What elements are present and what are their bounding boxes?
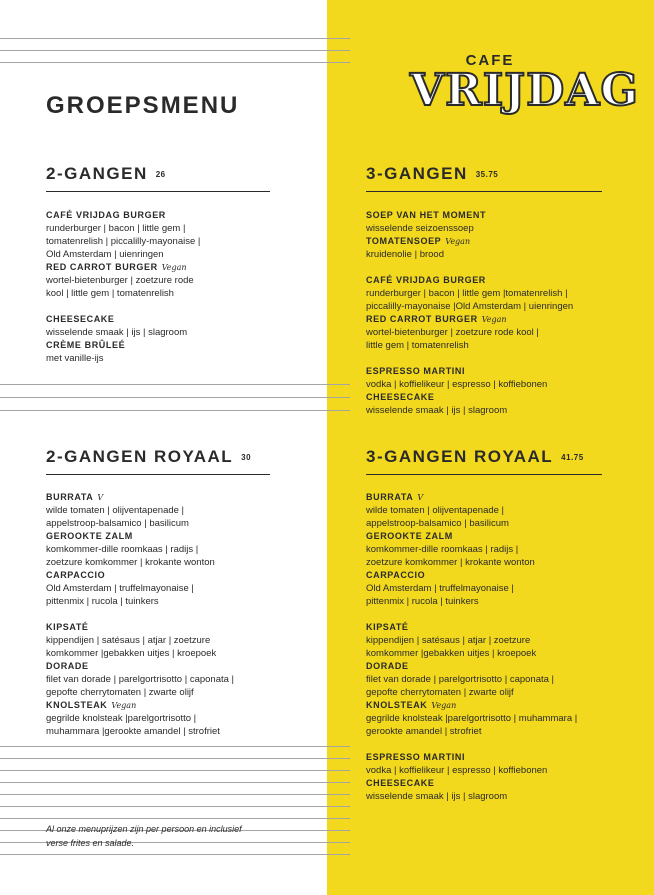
menu-item [366,621,577,660]
menu-item-description: gegrilde knolsteak |parelgortrisotto | muhammara | [366,713,578,724]
menu-item-description: Old Amsterdam | truffelmayonaise | [46,583,194,594]
decorative-line [0,782,350,783]
menu-item-name-row [366,621,577,634]
menu-item [46,339,200,365]
menu-item [46,209,200,261]
menu-item-name: CAFÉ VRIJDAG BURGER [366,275,486,285]
menu-item-description: gepofte cherrytomaten | zwarte olijf [46,687,194,698]
section-3-gangen-royaal [366,447,584,468]
decorative-line [0,62,350,63]
menu-item-name: KNOLSTEAK [366,700,428,710]
menu-item-name: GEROOKTE ZALM [366,531,453,541]
menu-item-description: zoetzure komkommer | krokante wonton [46,557,215,568]
menu-item-description: appelstroop-balsamico | basilicum [46,518,189,529]
menu-item [46,491,234,530]
item-spacer [366,261,573,274]
menu-item-name: RED CARROT BURGER [46,262,158,272]
menu-item-description: komkommer |gebakken uitjes | kroepoek [46,648,217,659]
menu-item [366,313,573,352]
menu-item [366,530,577,569]
menu-item-name: KIPSATÉ [366,622,409,632]
menu-item [46,569,234,608]
decorative-line [0,397,350,398]
menu-item [46,621,234,660]
menu-item-description: wisselende seizoenssoep [366,223,474,234]
menu-item-name-row [366,365,573,378]
menu-item-name-row [46,313,200,326]
menu-item-description: wisselende smaak | ijs | slagroom [366,791,508,802]
item-spacer [366,352,573,365]
menu-item-description: Old Amsterdam | uienringen [46,249,164,260]
menu-item-name-row [366,660,577,673]
cafe-vrijdag-logo [410,52,639,116]
menu-item-description: gepofte cherrytomaten | zwarte olijf [366,687,514,698]
section-heading [366,164,498,185]
menu-item-name-row [46,530,234,543]
section-title: 2-GANGEN [46,164,148,183]
menu-item-name-row [366,777,577,790]
menu-item-description: pittenmix | rucola | tuinkers [46,596,159,607]
menu-item [366,235,573,261]
menu-item-name-row [366,235,573,248]
section-rule [46,191,270,192]
menu-item-description: met vanille-ijs [46,353,104,364]
menu-item-description: wilde tomaten | olijventapenade | [46,505,185,516]
menu-item [366,699,577,738]
menu-item-description: kruidenolie | brood [366,249,444,260]
menu-item [366,209,573,235]
section-title: 3-GANGEN ROYAAL [366,447,554,466]
menu-item-name-row [366,209,573,222]
menu-item-name: CAFÉ VRIJDAG BURGER [46,210,166,220]
section-rule [46,474,270,475]
decorative-line [0,410,350,411]
menu-item-description: wortel-bietenburger | zoetzure rode kool | [366,327,539,338]
menu-item-name: CARPACCIO [46,570,106,580]
menu-item-name: ESPRESSO MARTINI [366,752,466,762]
diet-tag: Vegan [111,701,137,710]
menu-item-description: wisselende smaak | ijs | slagroom [46,327,188,338]
section-title: 2-GANGEN ROYAAL [46,447,234,466]
item-spacer [46,608,234,621]
menu-item [46,313,200,339]
menu-item-description: komkommer-dille roomkaas | radijs | [46,544,199,555]
menu-item-description: vodka | koffielikeur | espresso | koffiebonen [366,379,548,390]
menu-item-description: little gem | tomatenrelish [366,340,469,351]
menu-item-name-row [46,261,200,274]
menu-item-description: appelstroop-balsamico | basilicum [366,518,509,529]
menu-item-description: wilde tomaten | olijventapenade | [366,505,505,516]
menu-item-description: kippendijen | satésaus | atjar | zoetzure [366,635,531,646]
menu-item-name: KIPSATÉ [46,622,89,632]
footnote [46,822,242,850]
decorative-line [0,758,350,759]
menu-item-description: filet van dorade | parelgortrisotto | caponata | [366,674,555,685]
diet-tag: Vegan [431,701,457,710]
menu-item [366,274,573,313]
menu-item-name-row [366,699,577,712]
menu-item-name: CRÈME BRÛLEÉ [46,340,126,350]
menu-item-description: wisselende smaak | ijs | slagroom [366,405,508,416]
menu-item-name-row [366,569,577,582]
menu-item-description: filet van dorade | parelgortrisotto | caponata | [46,674,235,685]
decorative-line [0,794,350,795]
decorative-line [0,38,350,39]
menu-item-description: kippendijen | satésaus | atjar | zoetzure [46,635,211,646]
menu-item [366,365,573,391]
page-title: GROEPSMENU [46,92,240,119]
menu-item [366,751,577,777]
logo-name-text: VRIJDAG [410,65,639,116]
section-rule [366,474,602,475]
menu-item-description: kool | little gem | tomatenrelish [46,288,174,299]
menu-item-name-row [46,569,234,582]
diet-tag: Vegan [161,263,187,272]
menu-item-description: komkommer-dille roomkaas | radijs | [366,544,519,555]
menu-item-description: tomatenrelish | piccalilly-mayonaise | [46,236,201,247]
logo-cafe-text: CAFE [465,52,515,69]
decorative-line [0,854,350,855]
menu-item [46,261,200,300]
menu-item-description: Old Amsterdam | truffelmayonaise | [366,583,514,594]
menu-item-description: runderburger | bacon | little gem |tomatenrelish | [366,288,568,299]
decorative-line [0,818,350,819]
menu-item-name-row [46,660,234,673]
menu-items-2-gangen [46,209,200,365]
item-spacer [366,608,577,621]
section-heading [46,164,166,185]
item-spacer [366,738,577,751]
menu-item [46,699,234,738]
menu-item-description: vodka | koffielikeur | espresso | koffiebonen [366,765,548,776]
menu-item-description: zoetzure komkommer | krokante wonton [366,557,535,568]
menu-item-name-row [366,751,577,764]
menu-item-name-row [46,209,200,222]
menu-item-description: runderburger | bacon | little gem | [46,223,186,234]
menu-item-name: CHEESECAKE [366,392,435,402]
menu-item-description: wortel-bietenburger | zoetzure rode [46,275,194,286]
footnote-line: Al onze menuprijzen zijn per persoon en inclusief [46,824,242,834]
decorative-line [0,384,350,385]
section-title: 3-GANGEN [366,164,468,183]
menu-item-name: CHEESECAKE [46,314,115,324]
menu-item-name-row [46,491,234,504]
menu-item-name: KNOLSTEAK [46,700,108,710]
menu-item-name: DORADE [46,661,89,671]
section-3-gangen [366,164,498,185]
section-price: 35.75 [475,169,499,179]
menu-items-2-gangen-royaal [46,491,234,738]
decorative-line [0,746,350,747]
menu-items-3-gangen [366,209,573,417]
footnote-line: verse frites en salade. [46,838,135,848]
menu-item-name-row [46,621,234,634]
diet-tag: V [417,493,424,502]
menu-item [366,660,577,699]
section-heading [46,447,251,468]
menu-item-name-row [366,274,573,287]
decorative-line [0,806,350,807]
menu-item-name: DORADE [366,661,409,671]
menu-item-name: GEROOKTE ZALM [46,531,133,541]
section-price: 41.75 [561,452,584,462]
menu-item-name-row [366,391,573,404]
menu-item [366,491,577,530]
menu-item [366,777,577,803]
menu-item-name: BURRATA [46,492,94,502]
item-spacer [46,300,200,313]
diet-tag: V [97,493,104,502]
menu-item-name: CHEESECAKE [366,778,435,788]
menu-items-3-gangen-royaal [366,491,577,803]
section-heading [366,447,584,468]
menu-item-description: gegrilde knolsteak |parelgortrisotto | [46,713,197,724]
menu-item [46,530,234,569]
menu-item [366,391,573,417]
menu-item-description: komkommer |gebakken uitjes | kroepoek [366,648,537,659]
menu-item-name: ESPRESSO MARTINI [366,366,466,376]
section-rule [366,191,602,192]
menu-item [366,569,577,608]
menu-item-name: CARPACCIO [366,570,426,580]
section-price: 30 [241,452,252,462]
menu-item-name: BURRATA [366,492,414,502]
menu-item-description: gerookte amandel | strofriet [366,726,482,737]
diet-tag: Vegan [481,315,507,324]
menu-item-name-row [46,699,234,712]
menu-item-description: piccalilly-mayonaise |Old Amsterdam | uienringen [366,301,574,312]
menu-item-name: RED CARROT BURGER [366,314,478,324]
menu-item-name-row [366,313,573,326]
menu-item-description: pittenmix | rucola | tuinkers [366,596,479,607]
menu-item-name-row [366,491,577,504]
decorative-line [0,50,350,51]
menu-item-name: TOMATENSOEP [366,236,442,246]
menu-item-name-row [366,530,577,543]
menu-item-name-row [46,339,200,352]
menu-item-description: muhammara |gerookte amandel | strofriet [46,726,220,737]
decorative-line [0,770,350,771]
menu-item [46,660,234,699]
section-price: 26 [155,169,166,179]
section-2-gangen-royaal [46,447,251,468]
diet-tag: Vegan [445,237,471,246]
section-2-gangen [46,164,166,185]
menu-item-name: SOEP VAN HET MOMENT [366,210,487,220]
